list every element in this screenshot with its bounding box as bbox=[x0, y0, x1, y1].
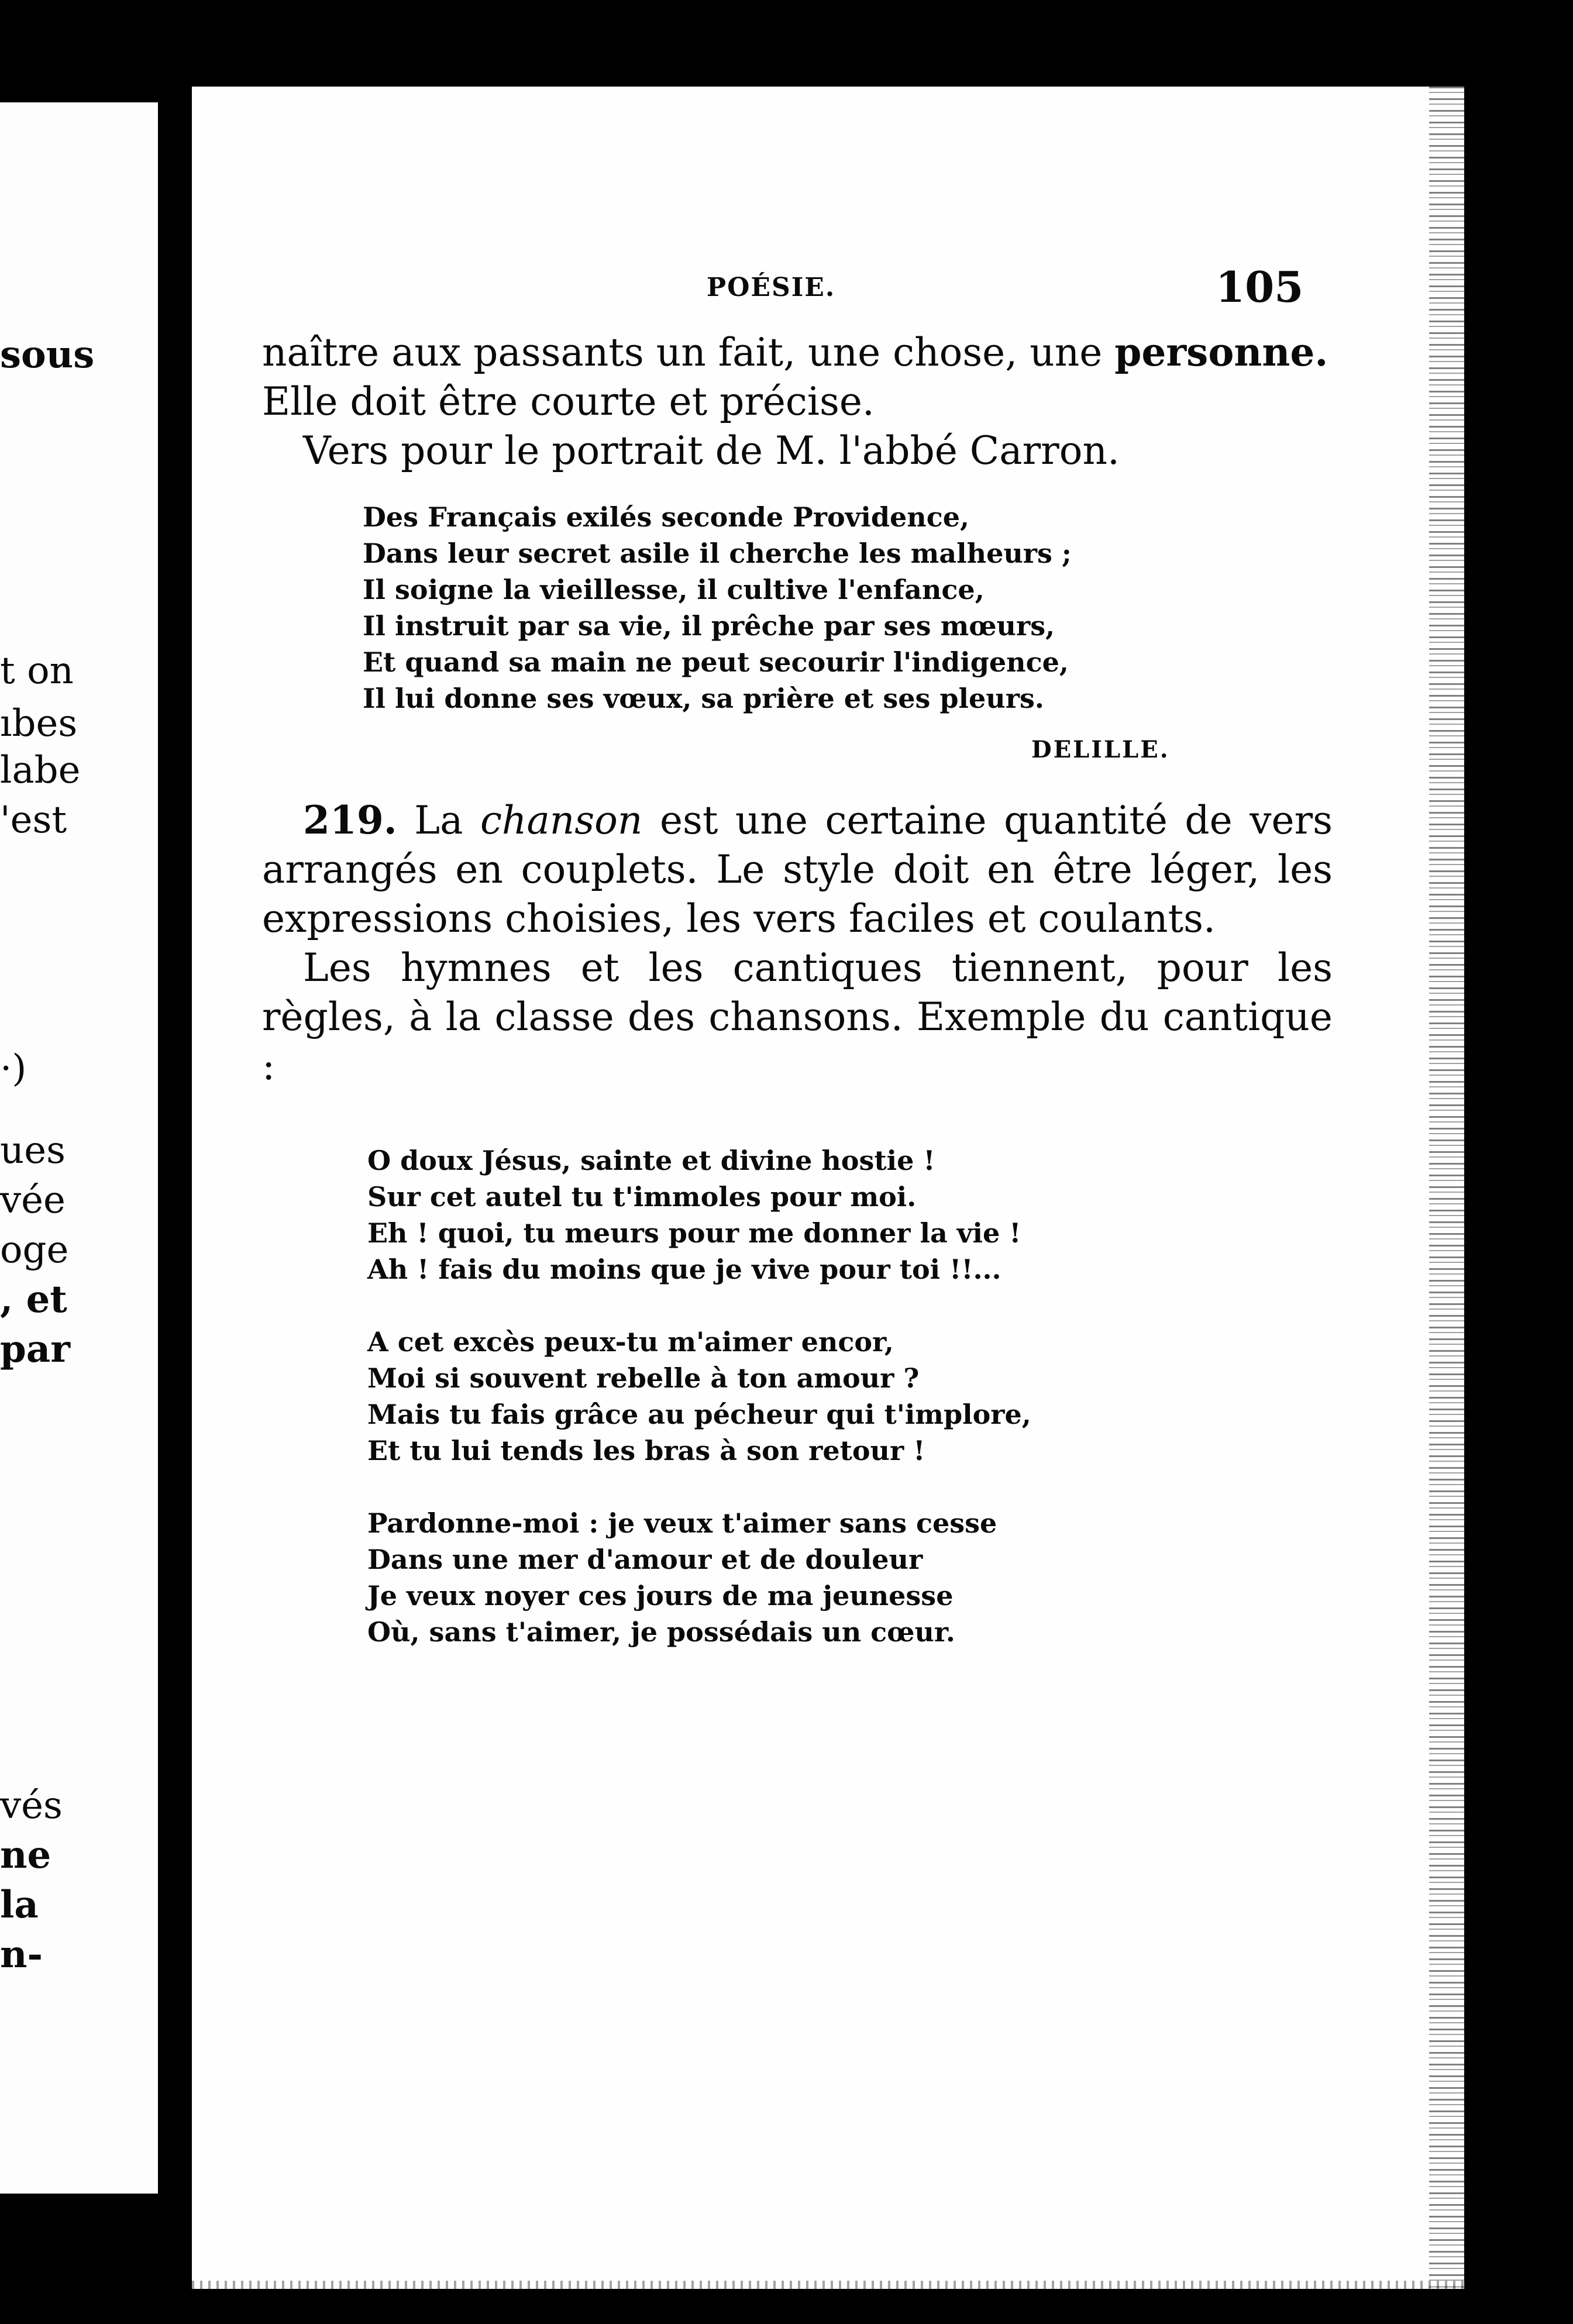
book-page bbox=[192, 87, 1464, 2289]
verse-line: A cet excès peux-tu m'aimer encor, bbox=[367, 1326, 894, 1358]
intro-line-3: Vers pour le portrait de M. l'abbé Carron. bbox=[303, 428, 1120, 473]
section-paragraph-2: Les hymnes et les cantiques tiennent, pour les règles, à la classe des chansons. Exemple du cantique : bbox=[262, 945, 1333, 1089]
intro-paragraph bbox=[262, 328, 1333, 476]
facing-page-fragment: ıbes bbox=[0, 702, 78, 745]
verse-line: Il instruit par sa vie, il prêche par ses mœurs, bbox=[363, 610, 1055, 642]
verse-line: Et tu lui tends les bras à son retour ! bbox=[367, 1435, 925, 1466]
page-bottom-edge bbox=[192, 2281, 1464, 2289]
section-intro: La bbox=[414, 798, 463, 843]
intro-line-2: Elle doit être courte et précise. bbox=[262, 379, 875, 424]
verse-line: Eh ! quoi, tu meurs pour me donner la vie ! bbox=[367, 1217, 1021, 1249]
running-header: POÉSIE. bbox=[707, 273, 836, 302]
page-number: 105 bbox=[1216, 262, 1304, 312]
verse-line: Moi si souvent rebelle à ton amour ? bbox=[367, 1362, 920, 1394]
verse-line: Pardonne-moi : je veux t'aimer sans cesse bbox=[367, 1507, 997, 1539]
verse-line: Et quand sa main ne peut secourir l'indigence, bbox=[363, 646, 1069, 678]
facing-page-fragment: t on bbox=[0, 649, 74, 693]
verse-line: Je veux noyer ces jours de ma jeunesse bbox=[367, 1580, 954, 1612]
facing-page-fragment: 'est bbox=[0, 798, 67, 842]
verse-line: Dans leur secret asile il cherche les malheurs ; bbox=[363, 538, 1072, 569]
facing-page-fragment: ues bbox=[0, 1129, 66, 1172]
canticle-verse bbox=[367, 1142, 1031, 1650]
stanza bbox=[367, 1505, 1031, 1650]
facing-page-fragment: labe bbox=[0, 749, 81, 792]
stanza bbox=[367, 1324, 1031, 1469]
facing-page-fragment: sous bbox=[0, 333, 95, 377]
verse-line: Ah ! fais du moins que je vive pour toi !!... bbox=[367, 1254, 1001, 1285]
section-219 bbox=[262, 796, 1333, 1091]
verse-line: O doux Jésus, sainte et divine hostie ! bbox=[367, 1145, 935, 1176]
intro-line-1-emphasis: personne. bbox=[1114, 329, 1328, 375]
section-term: chanson bbox=[480, 798, 643, 843]
portrait-verse bbox=[363, 499, 1072, 717]
verse-line: Mais tu fais grâce au pécheur qui t'implore, bbox=[367, 1399, 1031, 1430]
verse-line: Il soigne la vieillesse, il cultive l'enfance, bbox=[363, 574, 985, 605]
facing-page-fragment: par bbox=[0, 1327, 70, 1371]
intro-line-1: naître aux passants un fait, une chose, une bbox=[262, 330, 1103, 375]
facing-page-fragment: , et bbox=[0, 1278, 67, 1321]
attribution: DELILLE. bbox=[1031, 736, 1170, 763]
verse-line: Des Français exilés seconde Providence, bbox=[363, 501, 970, 533]
facing-page-fragment: ·) bbox=[0, 1047, 27, 1090]
facing-page-fragment: la bbox=[0, 1883, 39, 1927]
verse-line: Sur cet autel tu t'immoles pour moi. bbox=[367, 1181, 917, 1213]
section-text: est une certaine quantité de vers arrangés en couplets. Le style doit en être léger, les expressions choisies, les vers faciles et coulants. bbox=[262, 798, 1333, 941]
section-number: 219. bbox=[303, 797, 397, 843]
facing-page bbox=[0, 102, 158, 2194]
facing-page-fragment: vés bbox=[0, 1784, 63, 1827]
facing-page-fragment: ne bbox=[0, 1833, 51, 1877]
page-edge bbox=[1429, 87, 1464, 2289]
verse-line: Dans une mer d'amour et de douleur bbox=[367, 1544, 923, 1575]
facing-page-fragment: oge bbox=[0, 1228, 69, 1272]
stanza bbox=[367, 1142, 1031, 1287]
verse-line: Où, sans t'aimer, je possédais un cœur. bbox=[367, 1616, 955, 1648]
facing-page-fragment: vée bbox=[0, 1179, 66, 1222]
verse-line: Il lui donne ses vœux, sa prière et ses pleurs. bbox=[363, 683, 1044, 714]
facing-page-fragment: n- bbox=[0, 1933, 43, 1977]
